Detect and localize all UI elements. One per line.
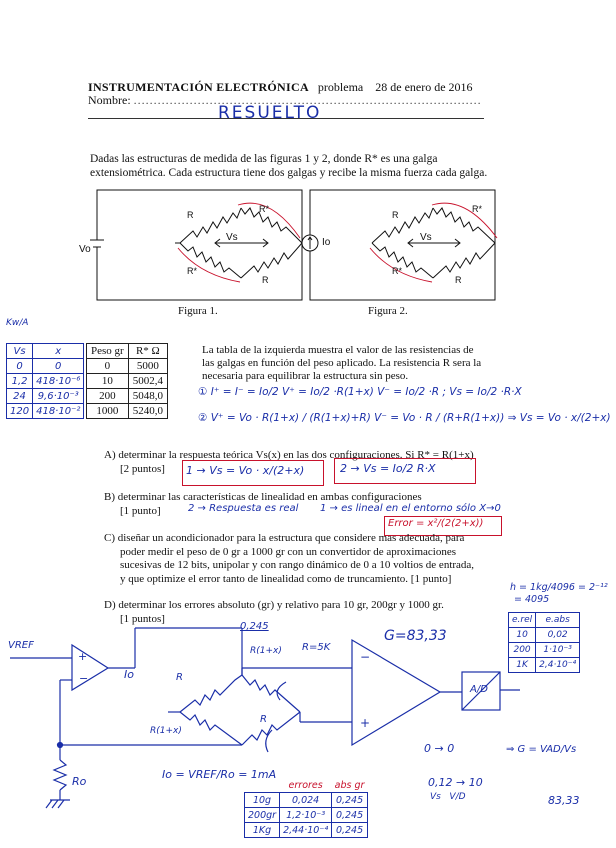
qa-answer-1: 1 → Vs = Vo · x/(2+x) [186,464,305,477]
gain-eq: ⇒ G = VAD/Vs [506,744,577,755]
qa-text: determinar la respuesta teórica Vs(x) en las dos configuraciones. Si R* = R(1+x) [118,449,474,461]
qb-points: [1 punto] [120,505,161,517]
table-row: 1,2 418·10⁻⁶ [7,374,84,389]
fig1-source-label: Vo [79,244,91,255]
gain-label: G=83,33 [384,628,447,644]
qc-label: C) [104,532,115,544]
fig2-rstar-top-label: R* [472,204,483,214]
fig2-rstar-bot-label: R* [392,266,403,276]
r-bot-label: R [260,714,267,725]
qa-answer-2: 2 → Vs = Io/2 R·X [340,462,436,475]
r-label: R [176,672,183,683]
qd-points: [1 puntos] [120,613,165,625]
course-title: INSTRUMENTACIÓN ELECTRÓNICA [88,80,309,94]
map-full: 0,12 → 10 [428,776,483,789]
vref-label: VREF [8,640,34,651]
side-calc-1: h = 1kg/4096 = 2⁻¹² [510,582,608,593]
bottom-error-table: errores abs gr 10g 0,024 0,245 200gr 1,2·10⁻³ 0,245 1Kg 2,44·10⁻⁴ 0,245 [244,778,368,838]
fig1-rstar-bot-label: R* [187,266,198,276]
th-resistance: R* Ω [128,344,167,359]
qd-text: determinar los errores absoluto (gr) y relativo para 10 gr, 200gr y 1000 gr. [118,599,444,611]
equation-1: ① I⁺ = I⁻ = Io/2 V⁺ = Io/2 ·R(1+x) V⁻ = Io/2 ·R ; Vs = Io/2 ·R·X [198,386,522,398]
qd-note: 0,245 [240,621,269,632]
side-error-table: e.rel e.abs 10 0,02 200 1·10⁻³ 1K 2,4·10⁻⁴ [508,612,580,673]
table-row: 0 5000 [87,359,168,374]
gain-value: 83,33 [548,794,580,807]
exam-type: problema [317,80,364,94]
map-zero: 0 → 0 [424,742,455,755]
qd-label: D) [104,599,116,611]
io-label: Io [124,668,134,681]
adc-label: A/D [470,684,488,695]
hand-th-vs: Vs [7,344,33,359]
io-equation: Io = VREF/Ro = 1mA [162,768,277,781]
qa-points: [2 puntos] [120,463,165,475]
fig2-r-top-label: R [392,210,399,220]
table-row: 10 0,02 [509,628,580,643]
table-description: La tabla de la izquierda muestra el valor de las resistencias de las galgas en función del peso aplicado. La resistencia R sera la necesaria para equilibrar la estructura sin peso. [202,344,482,382]
qb-label: B) [104,491,115,503]
name-line: Nombre: ....................................................................................... [88,93,482,107]
fig1-vs-label: Vs [226,232,238,243]
bridge-r-right [242,675,300,712]
table-row: 200 1·10⁻³ [509,643,580,658]
bridge-r1x-bot [180,712,242,745]
fig2-r-bot-label: R [455,275,462,285]
fig2-vs-label: Vs [420,232,432,243]
intro-line-2: extensiométrica. Cada estructura tiene dos galgas y recibe la misma fuerza cada galga. [90,167,488,179]
qb-answer-2: 1 → es lineal en el entorno sólo X→0 [320,503,501,514]
table-row: 200gr 1,2·10⁻³ 0,245 [245,808,368,823]
fig2-caption: Figura 2. [368,305,408,317]
ro-label: Ro [72,775,87,788]
bridge-r1x [180,675,242,712]
qb-answer-1: 2 → Respuesta es real [188,503,299,514]
resistor-ro [54,760,66,790]
qb-text: determinar las características de linealidad en ambas configuraciones [117,491,422,503]
side-calc-2: = 4095 [514,594,550,605]
fig2-source-label: Io [322,237,331,248]
table-row: 200 5048,0 [87,389,168,404]
table-row: 24 9,6·10⁻³ [7,389,84,404]
fig1-r-top-label: R [187,210,194,220]
table-row: 10g 0,024 0,245 [245,793,368,808]
fig1-rstar-top-label: R* [259,204,270,214]
qa-label: A) [104,449,116,461]
exam-date: 28 de enero de 2016 [375,80,473,94]
qb-answer-error: Error = x²/(2(2+x)) [388,518,484,529]
name-value: RESUELTO [218,103,322,123]
equation-2: ② V⁺ = Vo · R(1+x) / (R(1+x)+R) V⁻ = Vo · R / (R+R(1+x)) ⇒ Vs = Vo · x/(2+x) [198,412,611,424]
th-peso: Peso gr [87,344,129,359]
table-row: 1000 5240,0 [87,404,168,419]
r1x-bot-label: R(1+x) [150,726,182,736]
hand-th-x: x [33,344,84,359]
intro-line-1: Dadas las estructuras de medida de las figuras 1 y 2, donde R* es una galga [90,153,438,165]
question-c: C) diseñar un acondicionador para la estructura que considere mas adecuada, para poder medir el peso de 0 gr a 1000 gr con un convertidor de aproximaciones sucesivas de 12 bits, unipolar y con rango dinámico de 0 a 10 voltios de entrada, y que optimize el error tanto de linealidad como de truncamiento. [1 punto] [104,532,475,585]
table-row: 120 418·10⁻² [7,404,84,419]
table-row: 10 5002,4 [87,374,168,389]
bridge-r-bot [242,712,300,745]
r5k-label: R=5K [302,642,331,653]
fig1-caption: Figura 1. [178,305,218,317]
map-units: Vs V/D [430,792,466,802]
hand-unit: Kw/A [6,318,29,328]
r1x-label: R(1+x) [250,646,282,656]
table-row: 1K 2,4·10⁻⁴ [509,658,580,673]
fig1-r-bot-label: R [262,275,269,285]
table-row: 1Kg 2,44·10⁻⁴ 0,245 [245,823,368,838]
table-row: 0 0 [7,359,84,374]
name-label: Nombre: [88,93,131,107]
